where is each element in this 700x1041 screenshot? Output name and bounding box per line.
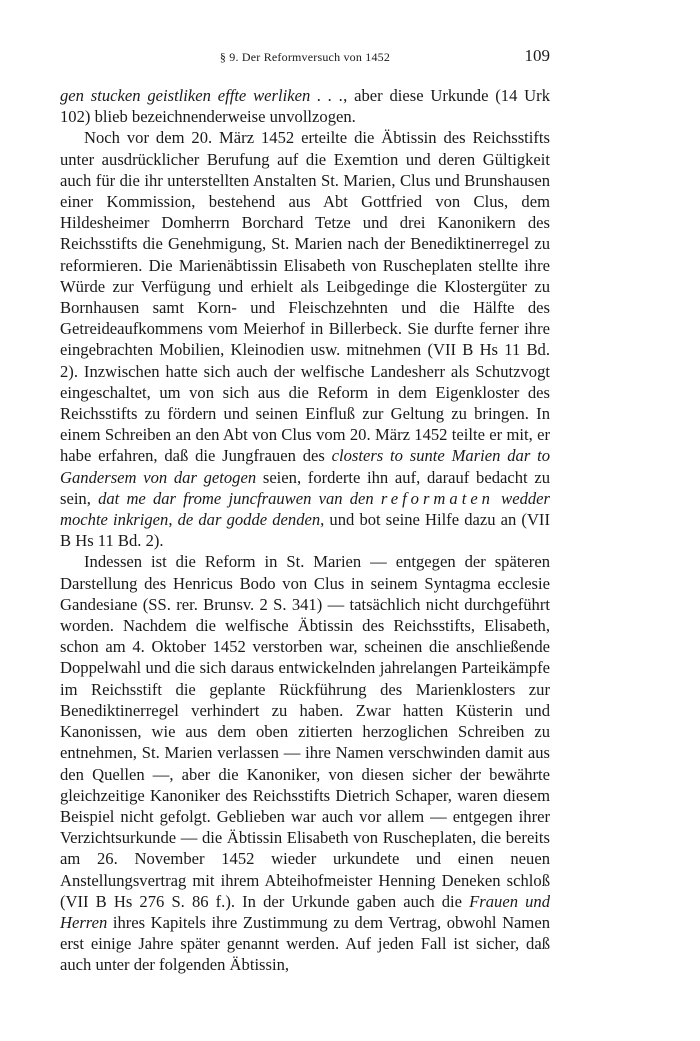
running-head: § 9. Der Reformversuch von 1452 [219,50,391,64]
text-run: Indessen ist die Reform in St. Marien — entgegen der späteren Darstellung des Henricus Bodo von Clus in seinem Syntagma ecclesie Gandesiane (SS. rer. Brunsv. 2 S. 341) — tatsächlich nicht durchgeführt worden. Nachdem die welfische Äbtissin des Reichsstifts, Elisabeth, schon am 4. Oktober 1452 verstorben war, scheinen die anschließende Doppelwahl und die sich daraus entwickelnden jahrelangen Parteikämpfe im Reichsstift die geplante Rückführung des Marienklosters zur Benediktinerregel verhindert zu haben. Zwar hatten Küsterin und Kanonissen, wie aus dem oben zitierten herzoglichen Schreiben zu entnehmen, St. Marien verlassen — ihre Namen verschwinden damit aus den Quellen —, aber die Kanoniker, von diesen sicher der bewährte gleichzeitige Kanoniker des Reichsstifts Dietrich Schaper, waren diesem Beispiel nicht gefolgt. Geblieben war auch vor allem — entgegen ihrer Verzichtsurkunde — die Äbtissin Elisabeth von Ruscheplaten, die bereits am 26. November 1452 wieder urkundete und einen neuen Anstellungsvertrag mit ihrem Abteihofmeister Henning Deneken schloß (VII B Hs 276 S. 86 f.). In der Urkunde gaben auch die [60,552,550,911]
page-header [60,40,550,70]
italic-quote: Frauen und Herren [60,891,551,932]
text-run: Noch vor dem 20. März 1452 erteilte die Äbtissin des Reichsstifts unter ausdrücklicher Berufung auf die Exemtion und deren Gültigkeit auch für die ihr unterstellten Anstalten St. Marien, Clus und Brunshausen einer Kommission, bestehend aus Abt Gottfried von Clus, dem Hildesheimer Domherrn Borchard Tetze und drei Kanonikern des Reichsstifts die Genehmigung, St. Marien nach der Benediktinerregel zu reformieren. Die Marienäbtissin Elisabeth von Ruscheplaten stellte ihre Würde zur Verfügung und erhielt als Leibgedinge die Klostergüter zu Bornhausen samt Korn- und Fleischzehnten und die Hälfte des Getreideaufkommens vom Meierhof in Billerbeck. Sie durfte ferner ihre eingebrachten Mobilien, Kleinodien usw. mitnehmen (VII B Hs 11 Bd. 2). Inzwischen hatte sich auch der welfische Landesherr als Schutzvogt eingeschaltet, um von sich aus die Reform in dem Eigenkloster des Reichsstifts zu fördern und seinen Einfluß zur Geltung zu bringen. In einem Schreiben an den Abt von Clus vom 20. März 1452 teilte er mit, er habe erfahren, daß die Jungfrauen des [60,128,550,466]
text-run: seien, forderte ihn auf, darauf bedacht zu sein, [60,467,550,508]
paragraph [60,551,550,975]
italic-quote: wedder mochte inkrigen, de dar godde denden [60,488,551,530]
text-run: , aber diese Urkunde (14 Urk 102) blieb bezeichnenderweise unvollzogen. [60,86,550,127]
italic-quote: gen stucken geistliken effte werliken . . . [60,86,344,105]
paragraph [60,85,550,127]
text-run: , und bot seine Hilfe dazu an (VII B Hs 11 Bd. 2). [60,510,550,551]
italic-quote: closters to sunte Marien dar to Gandersem von dar getogen [60,446,550,487]
body-text [60,85,550,976]
paragraph [60,127,550,551]
italic-quote: dat me dar frome juncfrauwen van den [98,488,381,508]
italic-quote: reformaten [380,488,494,508]
page-number: 109 [524,46,550,65]
text-run: ihres Kapitels ihre Zustimmung zu dem Vertrag, obwohl Namen erst einige Jahre später genannt werden. Auf jeden Fall ist sicher, daß auch unter der folgenden Äbtissin, [60,912,550,975]
